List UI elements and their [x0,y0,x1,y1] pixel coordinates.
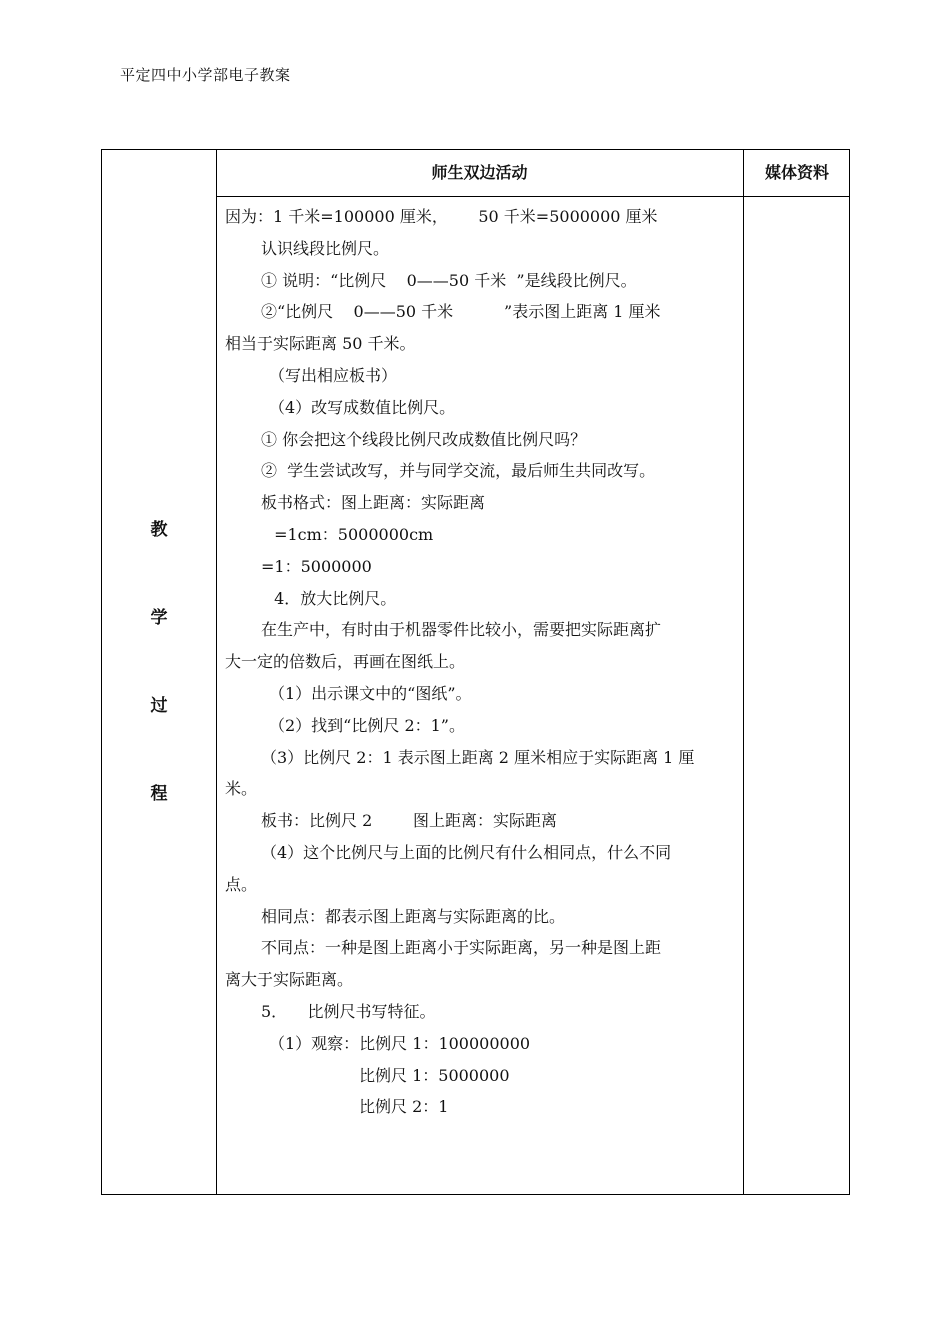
process-label-char: 学 [150,608,168,628]
content-line: 在生产中，有时由于机器零件比较小，需要把实际距离扩 [261,620,662,640]
content-line: 因为：1 千米=100000 厘米， 50 千米=5000000 厘米 [225,207,658,226]
lesson-plan-table [101,149,850,1195]
process-label-char: 过 [150,696,168,716]
content-line: 比例尺 1：5000000 [359,1065,510,1085]
column-divider-left [216,150,217,1194]
content-line: =1：5000000 [261,556,372,576]
content-line: 离大于实际距离。 [225,970,354,990]
content-line: 板书：比例尺 2 图上距离：实际距离 [261,811,557,831]
process-label-char: 教 [150,520,168,540]
media-column-header: 媒体资料 [764,163,829,182]
header-row-divider [216,196,849,197]
content-line: 5． 比例尺书写特征。 [261,1001,436,1021]
content-line: 大一定的倍数后，再画在图纸上。 [225,652,466,672]
content-line: 米。 [225,779,258,799]
content-line: ②“比例尺 0——50 千米 ”表示图上距离 1 厘米 [261,302,661,322]
content-line: （4）改写成数值比例尺。 [269,397,456,417]
content-line: ② 学生尝试改写，并与同学交流，最后师生共同改写。 [261,461,656,481]
teaching-process-label [102,518,216,870]
content-line: 比例尺 2：1 [359,1097,449,1117]
content-line: 不同点：一种是图上距离小于实际距离，另一种是图上距 [261,938,662,958]
activities-column-header: 师生双边活动 [431,163,528,182]
content-line: ① 你会把这个线段比例尺改成数值比例尺吗？ [261,429,587,449]
content-line: （4）这个比例尺与上面的比例尺有什么相同点，什么不同 [261,842,672,862]
column-divider-right [743,150,744,1194]
content-line: （写出相应板书） [269,365,398,385]
content-line: 相当于实际距离 50 千米。 [225,334,416,354]
content-line: （1）出示课文中的“图纸”。 [269,683,472,703]
process-label-char: 程 [150,784,168,804]
content-line: （3）比例尺 2：1 表示图上距离 2 厘米相应于实际距离 1 厘 [261,747,695,767]
content-line: （1）观察：比例尺 1：100000000 [269,1033,531,1053]
activities-content [225,201,737,1123]
content-line: 相同点：都表示图上距离与实际距离的比。 [261,906,566,926]
content-line: 点。 [225,874,258,894]
content-line: =1cm：5000000cm [269,524,434,544]
content-line: ① 说明：“比例尺 0——50 千米 ”是线段比例尺。 [261,270,637,290]
content-line: 4．放大比例尺。 [269,588,397,608]
content-line: （2）找到“比例尺 2：1”。 [269,715,465,735]
content-line: 板书格式：图上距离：实际距离 [261,493,486,513]
content-line: 认识线段比例尺。 [261,238,390,258]
document-header: 平定四中小学部电子教案 [120,66,291,84]
